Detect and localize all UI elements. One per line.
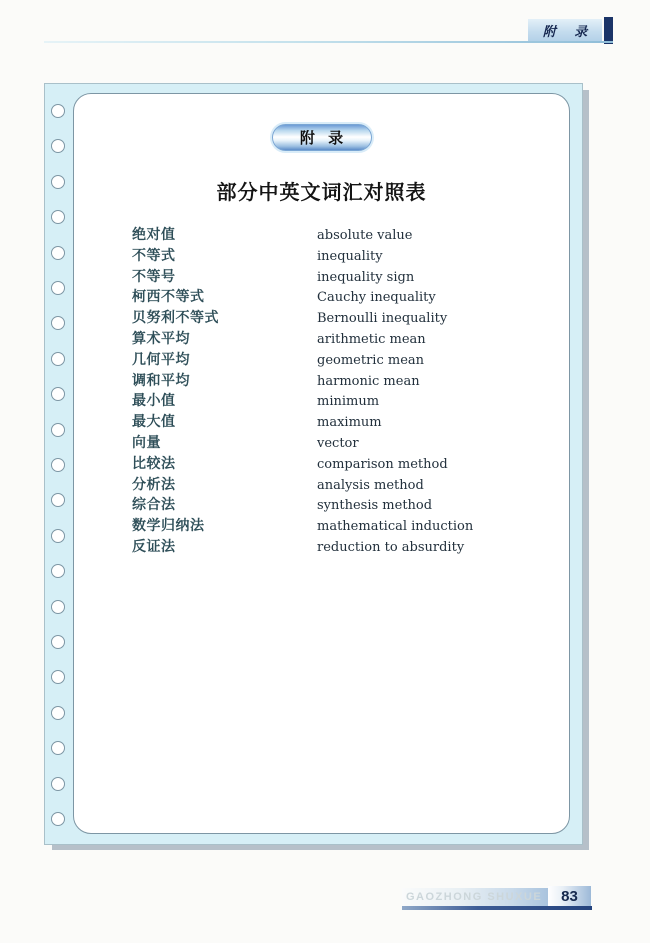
vocab-row (132, 475, 532, 496)
binder-hole (51, 741, 65, 755)
vocab-row (132, 308, 532, 329)
vocab-term-zh: 算术平均 (132, 330, 190, 347)
binder-hole-column (45, 84, 73, 844)
footer-rule (402, 906, 592, 910)
vocab-row (132, 537, 532, 558)
binder-hole (51, 175, 65, 189)
vocab-term-zh: 几何平均 (132, 351, 190, 368)
vocab-term-en: reduction to absurdity (317, 539, 465, 555)
binder-hole (51, 777, 65, 791)
binder-hole (51, 210, 65, 224)
vocab-row (132, 516, 532, 537)
vocab-term-en: maximum (317, 415, 382, 431)
binder-hole (51, 600, 65, 614)
vocab-term-zh: 最小值 (132, 393, 176, 410)
vocab-term-zh: 综合法 (132, 497, 176, 514)
vocab-term-zh: 反证法 (132, 538, 176, 555)
vocab-term-en: Cauchy inequality (317, 290, 436, 306)
vocab-row (132, 225, 532, 246)
binder-hole (51, 635, 65, 649)
notebook-page (44, 83, 583, 845)
vocab-term-en: comparison method (317, 456, 448, 472)
running-header-accent-bar (604, 17, 613, 44)
binder-hole (51, 387, 65, 401)
vocab-term-zh: 最大值 (132, 414, 176, 431)
binder-hole (51, 458, 65, 472)
binder-hole (51, 423, 65, 437)
vocab-row (132, 412, 532, 433)
binder-hole (51, 316, 65, 330)
vocab-term-en: vector (317, 435, 359, 451)
binder-hole (51, 564, 65, 578)
binder-hole (51, 352, 65, 366)
vocab-term-zh: 不等号 (132, 268, 176, 285)
vocab-term-zh: 比较法 (132, 455, 176, 472)
vocab-term-en: arithmetic mean (317, 331, 426, 347)
binder-hole (51, 139, 65, 153)
vocab-row (132, 371, 532, 392)
vocab-term-zh: 数学归纳法 (132, 518, 205, 535)
vocab-term-zh: 调和平均 (132, 372, 190, 389)
binder-hole (51, 812, 65, 826)
vocab-term-en: absolute value (317, 228, 413, 243)
binder-hole (51, 493, 65, 507)
vocab-row (132, 350, 532, 371)
vocab-row (132, 495, 532, 516)
vocab-term-en: inequality (317, 248, 383, 264)
vocab-row (132, 287, 532, 308)
vocab-list (132, 225, 532, 558)
page-title: 部分中英文词汇对照表 (216, 180, 427, 204)
vocab-term-en: mathematical induction (317, 519, 474, 535)
vocab-term-zh: 绝对值 (132, 227, 176, 243)
binder-hole (51, 529, 65, 543)
vocab-term-en: synthesis method (317, 498, 433, 514)
vocab-term-zh: 柯西不等式 (132, 289, 205, 306)
vocab-term-en: inequality sign (317, 269, 415, 285)
vocab-row (132, 329, 532, 350)
vocab-row (132, 267, 532, 288)
vocab-row (132, 454, 532, 475)
vocab-term-en: minimum (317, 394, 380, 410)
binder-hole (51, 246, 65, 260)
page-number: 83 (548, 886, 591, 907)
page-content-panel (73, 93, 570, 834)
vocab-row (132, 246, 532, 267)
header-rule (44, 41, 613, 43)
binder-hole (51, 281, 65, 295)
binder-hole (51, 104, 65, 118)
appendix-badge: 附 录 (272, 124, 372, 151)
vocab-term-en: harmonic mean (317, 373, 420, 389)
vocab-row (132, 391, 532, 412)
vocab-term-zh: 向量 (132, 434, 161, 451)
footer-watermark: GAOZHONG SHUXUE (406, 891, 543, 903)
vocab-term-en: analysis method (317, 477, 424, 493)
binder-hole (51, 706, 65, 720)
vocab-term-zh: 分析法 (132, 476, 176, 493)
vocab-term-en: geometric mean (317, 352, 425, 368)
vocab-term-zh: 贝努利不等式 (132, 310, 219, 327)
running-header-label: 附 录 (528, 19, 602, 42)
vocab-term-zh: 不等式 (132, 247, 176, 264)
vocab-row (132, 433, 532, 454)
vocab-term-en: Bernoulli inequality (317, 311, 448, 327)
binder-hole (51, 670, 65, 684)
